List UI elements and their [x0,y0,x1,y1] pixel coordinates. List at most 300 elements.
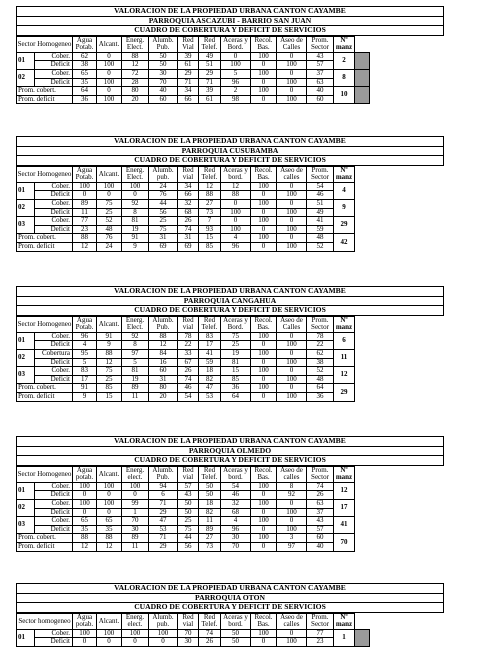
manzanas-count: 11 [334,349,355,366]
table-row [17,629,370,638]
sector-id: 02 [17,199,35,216]
cell-value: 23 [73,225,97,234]
col-header: Prom. Sector [307,613,334,629]
cell-value: 89 [122,384,149,393]
cell-value: 70 [122,517,149,526]
cell-value: 100 [277,358,307,367]
cell-value: 88 [149,332,178,341]
cell-value: 12 [221,182,251,191]
row-label-deficit: Deficit [35,638,73,647]
section-3 [16,436,462,552]
cell-value: 0 [251,525,277,534]
table-row [17,375,355,384]
row-label-cober: Cober. [35,332,73,341]
cell-value: 0 [122,638,149,647]
cell-value: 75 [221,332,251,341]
cell-value: 48 [307,375,334,384]
cell-value: 62 [307,349,334,358]
col-header: Aceras y Bord. [221,316,251,332]
cell-value: 12 [122,61,149,70]
table-row [17,332,355,341]
cell-value: 36 [307,392,334,401]
cell-value: 100 [97,629,122,638]
table-row [17,341,355,350]
col-header: Alcant. [97,613,122,629]
cell-value: 46 [221,491,251,500]
cell-value: 5 [73,358,97,367]
cell-value: 40 [307,542,334,551]
cell-value: 69 [178,242,199,251]
coverage-table [16,166,355,252]
section-1 [16,136,462,252]
table-row [17,508,355,517]
cell-value: 39 [199,87,221,96]
col-header: Nº manz [334,166,355,182]
cell-value: 4 [221,517,251,526]
cell-value: 24 [97,242,122,251]
cell-value: 81 [221,358,251,367]
cell-value: 100 [251,332,277,341]
cell-value: 63 [307,499,334,508]
cell-value: 64 [73,87,97,96]
col-header: Prom. Sector [307,166,334,182]
cell-value: 50 [149,52,178,61]
cell-value: 0 [277,234,307,243]
manzanas-count: 8 [334,69,355,86]
cell-value: 75 [97,367,122,376]
row-label-prom-cober: Prom. cobert. [17,234,73,243]
col-header: Aseo de Calles [277,36,307,52]
section-header [16,583,444,613]
cell-value: 61 [178,61,199,70]
cell-value: 0 [251,638,277,647]
col-header: Energ. Elect. [122,36,149,52]
col-header: Recol. Bas. [251,466,277,482]
cell-value: 67 [178,358,199,367]
cell-value: 78 [307,332,334,341]
cell-value: 0 [149,638,178,647]
cell-value: 60 [149,95,178,104]
cell-value: 0 [251,95,277,104]
cell-value: 29 [149,508,178,517]
col-header: Agua Potab. [73,166,97,182]
cell-value: 11 [122,392,149,401]
cell-value: 93 [199,225,221,234]
cell-value: 100 [251,517,277,526]
cell-value: 77 [73,217,97,226]
col-header: Red Telef. [199,613,221,629]
cell-value: 0 [251,392,277,401]
cell-value: 0 [277,499,307,508]
table-row [17,182,355,191]
header-title: VALORACION DE LA PROPIEDAD URBANA CANTON CAYAMBE [17,437,443,447]
cell-value: 12 [97,542,122,551]
cell-value: 73 [199,208,221,217]
cell-value: 100 [251,349,277,358]
total-manzanas: 10 [334,87,355,104]
column-header-row [17,316,355,332]
cell-value: 19 [122,375,149,384]
cell-value: 39 [178,52,199,61]
header-parroquia: PARROQUIA CUSUBAMBA [17,147,443,157]
cell-value: 0 [122,191,149,200]
cell-value: 12 [199,182,221,191]
cell-value: 40 [307,87,334,96]
header-parroquia: PARROQUIA ASCAZUBI - BARRIO SAN JUAN [17,17,443,27]
cell-value: 4 [73,341,97,350]
cell-value: 100 [251,52,277,61]
col-header: Red Telef. [199,466,221,482]
sector-id: 01 [17,482,35,499]
cell-value: 88 [73,534,97,543]
cell-value: 0 [251,341,277,350]
cell-value: 37 [307,69,334,78]
cell-value: 88 [97,534,122,543]
manzanas-count: 29 [334,217,355,234]
col-header: Alcant. [97,36,122,52]
cell-value: 11 [73,208,97,217]
cell-value: 15 [97,392,122,401]
col-header: Aceras y bord. [221,613,251,629]
table-row [17,69,370,78]
cell-value: 26 [178,367,199,376]
cell-value: 47 [199,384,221,393]
cell-value: 44 [178,534,199,543]
col-header: Prom. Sector [307,466,334,482]
cell-value: 73 [199,542,221,551]
cell-value: 50 [221,629,251,638]
column-header-row [17,466,355,482]
total-manzanas: 70 [334,534,355,551]
cell-value: 46 [307,191,334,200]
cell-value: 100 [251,534,277,543]
cell-value: 100 [277,375,307,384]
row-label-cober: Cober. [35,482,73,491]
cell-value: 31 [149,234,178,243]
cell-value: 95 [73,349,97,358]
cell-value: 82 [199,508,221,517]
table-row [17,225,355,234]
col-header: Red Vial [178,36,199,52]
row-label-cober: Cober. [35,217,73,226]
cell-value: 50 [199,482,221,491]
cell-value: 23 [307,638,334,647]
column-header-row [17,613,370,629]
section-header [16,286,444,316]
table-row [17,499,355,508]
table-row [17,517,355,526]
cell-value: 89 [199,525,221,534]
cell-value: 29 [149,542,178,551]
shaded-cell [355,52,370,69]
cell-value: 75 [97,199,122,208]
cell-value: 100 [97,78,122,87]
cell-value: 75 [178,525,199,534]
average-row [17,87,370,96]
row-label-prom-deficit: Prom. deficit [17,242,73,251]
average-row [17,542,355,551]
row-label-deficit: Deficit [35,208,73,217]
cell-value: 92 [122,199,149,208]
row-label-deficit: Deficit [35,491,73,500]
cell-value: 8 [122,341,149,350]
cell-value: 52 [97,217,122,226]
cell-value: 65 [97,517,122,526]
cell-value: 32 [221,499,251,508]
cell-value: 100 [221,225,251,234]
cell-value: 30 [122,525,149,534]
cell-value: 34 [178,182,199,191]
cell-value: 76 [97,234,122,243]
cell-value: 98 [221,95,251,104]
cell-value: 0 [277,52,307,61]
cell-value: 0 [277,217,307,226]
col-header: Alcant. [97,166,122,182]
cell-value: 26 [178,217,199,226]
header-subtitle: CUADRO DE COBERTURA Y DEFICIT DE SERVICIOS [17,456,443,466]
sector-id: 01 [17,629,35,646]
cell-value: 43 [307,517,334,526]
cell-value: 15 [221,367,251,376]
cell-value: 49 [199,52,221,61]
table-row [17,78,370,87]
cell-value: 88 [199,191,221,200]
section-header [16,136,444,166]
section-4 [16,583,462,647]
cell-value: 0 [73,491,97,500]
cell-value: 41 [199,349,221,358]
cell-value: 66 [178,95,199,104]
coverage-table [16,36,370,105]
average-row [17,95,370,104]
col-header: Agua Potab. [73,36,97,52]
row-label-deficit: Deficit [35,341,73,350]
cell-value: 100 [251,69,277,78]
cell-value: 0 [277,629,307,638]
col-header: Aseo de Calles [277,316,307,332]
cell-value: 50 [199,491,221,500]
cell-value: 62 [73,52,97,61]
cell-value: 0 [251,358,277,367]
cell-value: 0 [251,61,277,70]
sector-id: 03 [17,517,35,534]
cell-value: 91 [97,332,122,341]
col-header: Alumb. Pub. [149,316,178,332]
header-subtitle: CUADRO DE COBERTURA Y DEFICIT DE SERVICIOS [17,603,443,613]
cell-value: 0 [97,508,122,517]
cell-value: 82 [199,375,221,384]
cell-value: 88 [221,191,251,200]
cell-value: 88 [122,52,149,61]
section-header [16,436,444,466]
row-label-deficit: Deficit [35,375,73,384]
sector-id: 01 [17,182,35,199]
cell-value: 0 [251,375,277,384]
table-row [17,638,370,647]
col-header: Nº manz [334,613,355,629]
col-header: Nº manz [334,36,355,52]
sector-id: 01 [17,332,35,349]
column-header-row [17,166,355,182]
header-subtitle: CUADRO DE COBERTURA Y DEFICIT DE SERVICIOS [17,26,443,36]
col-header: Alumb. pub. [149,613,178,629]
table-row [17,208,355,217]
cell-value: 26 [307,491,334,500]
cell-value: 0 [73,191,97,200]
section-2 [16,286,462,402]
cell-value: 0 [73,638,97,647]
cell-value: 100 [277,61,307,70]
cell-value: 1 [122,508,149,517]
cell-value: 100 [277,242,307,251]
col-header: Recol. Bas. [251,613,277,629]
cell-value: 100 [97,482,122,491]
header-parroquia: PARROQUIA OTON [17,594,443,604]
cell-value: 15 [199,234,221,243]
col-header: Aceras y bord. [221,166,251,182]
row-label-cober: Cober. [35,52,73,61]
cell-value: 0 [277,517,307,526]
cell-value: 19 [122,225,149,234]
cell-value: 31 [149,375,178,384]
cell-value: 88 [97,349,122,358]
cell-value: 0 [221,217,251,226]
cell-value: 0 [251,208,277,217]
cell-value: 0 [97,69,122,78]
row-label-cober: Cober. [35,517,73,526]
table-row [17,191,355,200]
sector-id: 02 [17,349,35,366]
table-row [17,217,355,226]
cell-value: 91 [122,234,149,243]
cell-value: 37 [307,508,334,517]
cell-value: 94 [149,482,178,491]
cell-value: 100 [97,499,122,508]
cell-value: 0 [277,87,307,96]
cell-value: 100 [73,182,97,191]
shaded-cell [355,87,370,104]
cell-value: 0 [97,87,122,96]
cell-value: 92 [122,332,149,341]
cell-value: 100 [251,367,277,376]
cell-value: 27 [199,534,221,543]
cell-value: 57 [307,61,334,70]
row-label-deficit: Deficit [35,225,73,234]
cell-value: 71 [199,78,221,87]
table-row [17,482,355,491]
cell-value: 35 [73,525,97,534]
cell-value: 63 [307,78,334,87]
cell-value: 38 [307,358,334,367]
col-header: Agua Potab. [73,316,97,332]
cell-value: 100 [97,95,122,104]
cell-value: 60 [149,367,178,376]
cell-value: 17 [199,341,221,350]
cell-value: 11 [122,542,149,551]
cell-value: 18 [199,499,221,508]
table-row [17,358,355,367]
col-header: Energ. Elect. [122,166,149,182]
manzanas-count: 4 [334,182,355,199]
cell-value: 47 [149,517,178,526]
cell-value: 34 [178,87,199,96]
col-header: Red Telef. [199,166,221,182]
cell-value: 44 [149,199,178,208]
cell-value: 81 [122,217,149,226]
sector-id: 03 [17,367,35,384]
cell-value: 100 [277,95,307,104]
col-header: Sector Homogeneo [17,166,73,182]
col-header: Aseo de calles [277,166,307,182]
cell-value: 38 [73,61,97,70]
cell-value: 25 [149,217,178,226]
cell-value: 70 [221,542,251,551]
row-label-prom-cober: Prom. cobert. [17,534,73,543]
cell-value: 81 [122,367,149,376]
cell-value: 0 [251,191,277,200]
average-row [17,242,355,251]
row-label-cober: Cober. [35,199,73,208]
cell-value: 96 [221,242,251,251]
col-header: Agua potab. [73,613,97,629]
row-label-cober: Cober. [35,69,73,78]
cell-value: 0 [221,52,251,61]
cell-value: 54 [307,182,334,191]
cell-value: 9 [97,341,122,350]
cell-value: 18 [199,367,221,376]
cell-value: 20 [122,95,149,104]
cell-value: 96 [73,332,97,341]
cell-value: 60 [307,534,334,543]
shaded-cell [355,629,370,646]
cell-value: 36 [221,384,251,393]
total-manzanas: 29 [334,384,355,401]
cell-value: 0 [277,384,307,393]
cell-value: 0 [251,225,277,234]
average-row [17,234,355,243]
manzanas-count: 6 [334,332,355,349]
cell-value: 51 [307,199,334,208]
cell-value: 100 [122,482,149,491]
row-label-prom-cober: Prom. cobert. [17,87,73,96]
cell-value: 69 [149,242,178,251]
col-header: Nº manz [334,316,355,332]
cell-value: 83 [73,367,97,376]
cell-value: 100 [277,208,307,217]
cell-value: 57 [178,482,199,491]
cell-value: 97 [277,542,307,551]
manzanas-count: 1 [334,629,355,646]
row-label-deficit: Deficit [35,78,73,87]
cell-value: 49 [307,208,334,217]
cell-value: 74 [307,482,334,491]
cell-value: 100 [97,182,122,191]
cell-value: 12 [73,542,97,551]
cell-value: 100 [251,217,277,226]
row-label-deficit: Deficit [35,191,73,200]
col-header: Alumb. Pub. [149,466,178,482]
col-header: Sector homogeneo [17,613,73,629]
cell-value: 100 [277,392,307,401]
cell-value: 0 [277,69,307,78]
cell-value: 0 [251,242,277,251]
cell-value: 100 [251,199,277,208]
cell-value: 5 [122,358,149,367]
col-header: Red Telef. [199,316,221,332]
cell-value: 0 [97,491,122,500]
cell-value: 74 [178,225,199,234]
sector-id: 02 [17,69,35,86]
